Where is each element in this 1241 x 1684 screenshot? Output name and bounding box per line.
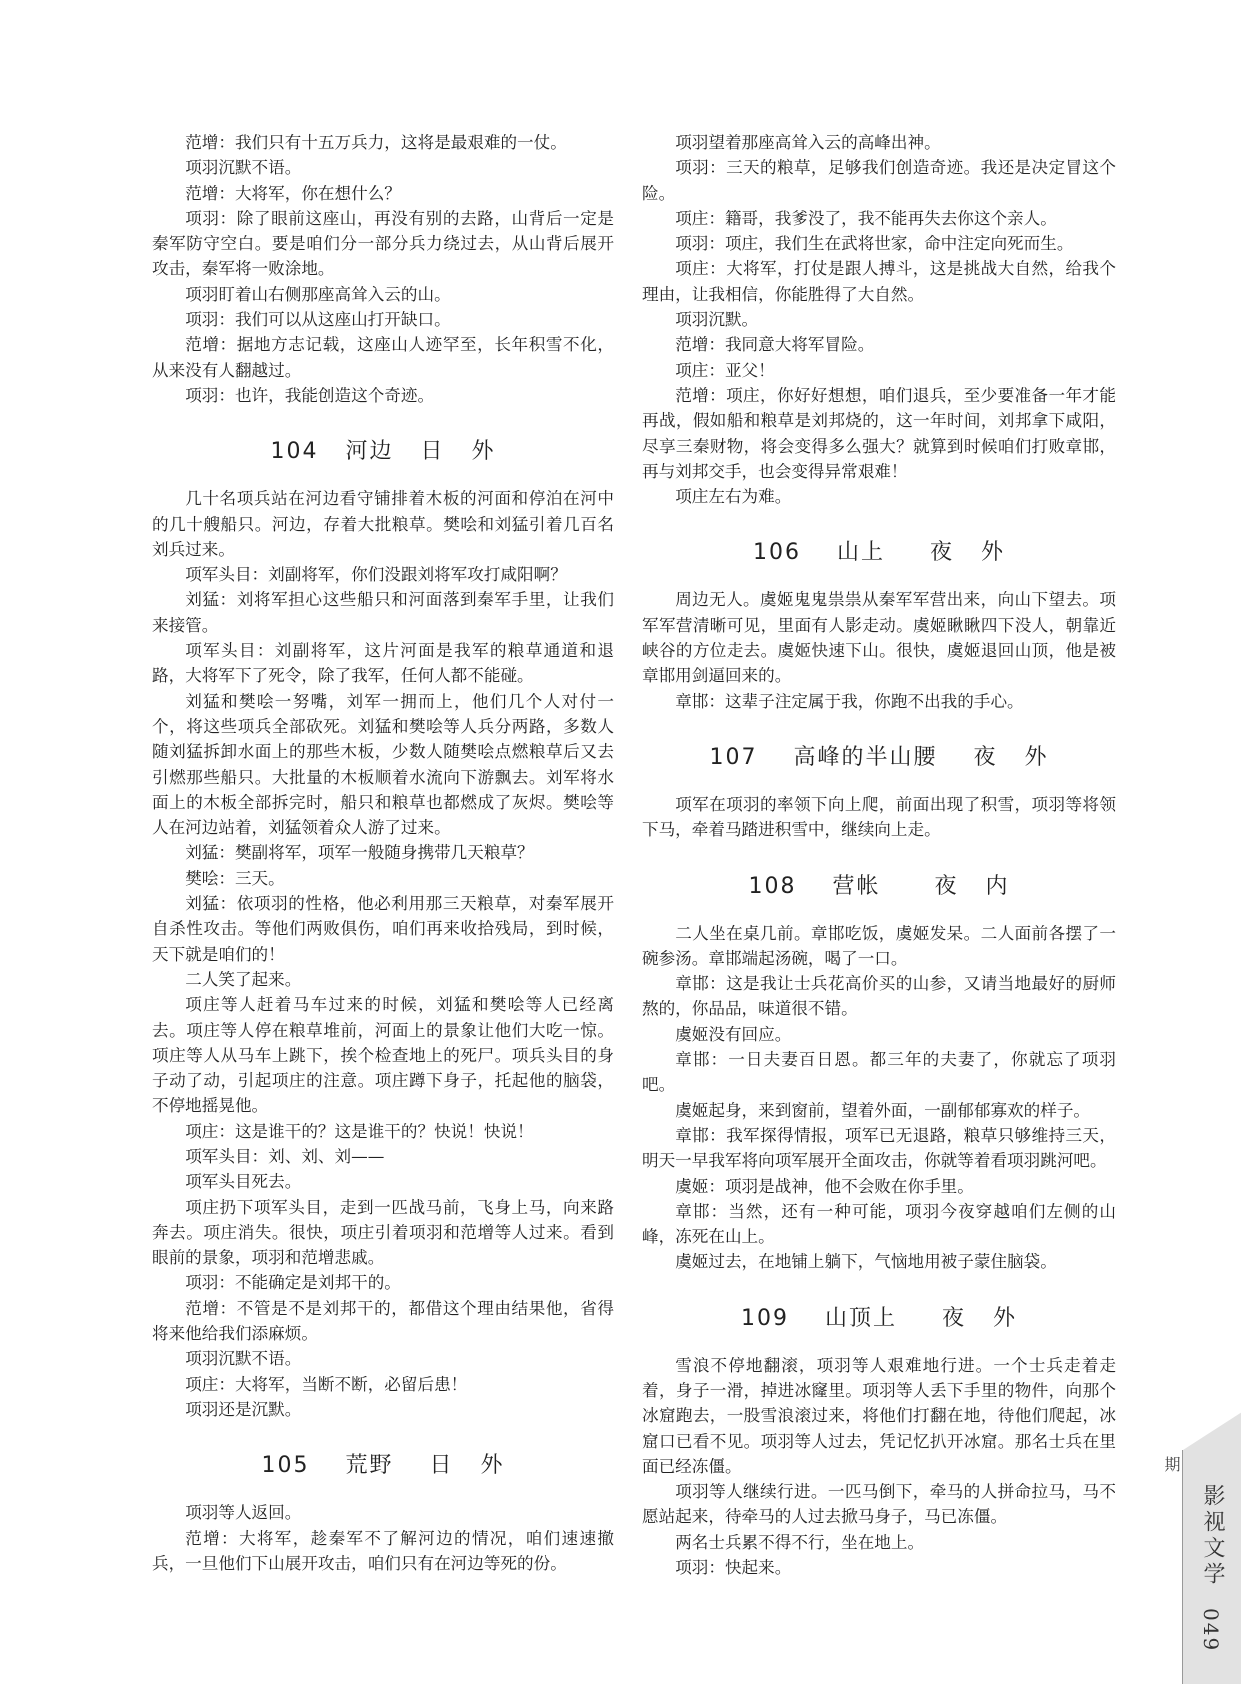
- paragraph: 雪浪不停地翻滚，项羽等人艰难地行进。一个士兵走着走着，身子一滑，掉进冰窿里。项羽等人丢下手里的物件，向那个冰窟跑去，一股雪浪滚过来，将他们打翻在地，待他们爬起，冰窟口已看不见。项羽等人过去，凭记忆扒开冰窟。那名士兵在里面已经冻僵。: [642, 1355, 1116, 1476]
- paragraph: 虞姬过去，在地铺上躺下，气恼地用被子蒙住脑袋。: [675, 1252, 1057, 1272]
- paragraph: 项羽盯着山右侧那座高耸入云的山。: [185, 284, 451, 304]
- paragraph: 章邯：这辈子注定属于我，你跑不出我的手心。: [675, 691, 1024, 711]
- paragraph: 项羽：也许，我能创造这个奇迹。: [185, 385, 435, 405]
- paragraph: 项军在项羽的率领下向上爬，前面出现了积雪，项羽等将领下马，牵着马踏进积雪中，继续向上走。: [642, 794, 1116, 840]
- paragraph: 项庄：大将军，打仗是跟人搏斗，这是挑战大自然，给我个理由，让我相信，你能胜得了大自然。: [642, 259, 1116, 304]
- paragraph: 项羽沉默。: [675, 310, 759, 330]
- paragraph: 范增：大将军，趁秦军不了解河边的情况，咱们速速撤兵，一旦他们下山展开攻击，咱们只有在河边等死的份。: [152, 1528, 614, 1573]
- scene-heading: 109 山顶上 夜 外: [741, 1305, 1017, 1331]
- paragraph: 刘猛：依项羽的性格，他必利用那三天粮草，对秦军展开自杀性攻击。等他们两败俱伤，咱们再来收拾残局，到时候，天下就是咱们的！: [152, 894, 614, 964]
- section-tab: [1182, 1450, 1241, 1684]
- paragraph: 樊哙：三天。: [185, 868, 285, 888]
- paragraph: 刘猛：刘将军担心这些船只和河面落到秦军手里，让我们来接管。: [152, 590, 614, 635]
- paragraph: 范增：大将军，你在想什么？: [185, 183, 401, 203]
- paragraph: 范增：项庄，你好好想想，咱们退兵，至少要准备一年才能再战，假如船和粮草是刘邦烧的，这一年时间，刘邦拿下咸阳，尽享三秦财物，将会变得多么强大？就算到时候咱们打败章邯，再与刘邦交手，也会变得异常艰难！: [642, 385, 1116, 481]
- paragraph: 项羽等人返回。: [185, 1503, 302, 1523]
- paragraph: 项军头目：刘副将军，你们没跟刘将军攻打咸阳啊？: [185, 565, 567, 585]
- paragraph: 项庄：大将军，当断不断，必留后患！: [185, 1374, 468, 1394]
- paragraph: 项羽沉默不语。: [185, 1349, 302, 1369]
- paragraph: 项庄：亚父！: [675, 360, 775, 380]
- paragraph: 项庄等人赶着马车过来的时候，刘猛和樊哙等人已经离去。项庄等人停在粮草堆前，河面上的景象让他们大吃一惊。项庄等人从马车上跳下，挨个检查地上的死尸。项兵头目的身子动了动，引起项庄的注意。项庄蹲下身子，托起他的脑袋，不停地摇晃他。: [152, 995, 614, 1116]
- paragraph: 范增：我们只有十五万兵力，这将是最艰难的一仗。: [185, 133, 567, 152]
- paragraph: 项羽还是沉默。: [185, 1399, 302, 1419]
- paragraph: 项羽：除了眼前这座山，再没有别的去路，山背后一定是秦军防守空白。要是咱们分一部分兵力绕过去，从山背后展开攻击，秦军将一败涂地。: [152, 208, 614, 279]
- scene-heading: 106 山上 夜 外: [753, 540, 1005, 566]
- paragraph: 项军头目死去。: [185, 1172, 302, 1192]
- right-column: [642, 130, 1116, 1580]
- paragraph: 章邯：我军探得情报，项军已无退路，粮草只够维持三天，明天一早我军将向项军展开全面攻击，你就等着看项羽跳河吧。: [642, 1125, 1116, 1171]
- paragraph: 二人坐在桌几前。章邯吃饭，虞姬发呆。二人面前各摆了一碗参汤。章邯端起汤碗，喝了一口。: [642, 923, 1116, 968]
- page-number: 049: [1199, 1608, 1223, 1653]
- magazine-section-title: 影视文学: [1200, 1484, 1225, 1588]
- paragraph: 项军头目：刘、刘、刘——: [185, 1146, 385, 1166]
- tab-fold-corner: [1183, 1412, 1241, 1450]
- paragraph: 项庄：籍哥，我爹没了，我不能再失去你这个亲人。: [675, 208, 1057, 228]
- paragraph: 虞姬：项羽是战神，他不会败在你手里。: [675, 1176, 974, 1196]
- paragraph: 项羽：不能确定是刘邦干的。: [185, 1273, 401, 1293]
- paragraph: 章邯：当然，还有一种可能，项羽今夜穿越咱们左侧的山峰，冻死在山上。: [642, 1201, 1116, 1247]
- paragraph: 项羽：我们可以从这座山打开缺口。: [185, 310, 451, 330]
- paragraph: 范增：我同意大将军冒险。: [675, 335, 875, 355]
- scene-heading: 108 营帐 夜 内: [748, 873, 1010, 899]
- paragraph: 项庄左右为难。: [675, 487, 792, 507]
- paragraph: 项羽沉默不语。: [185, 158, 302, 178]
- scene-heading: 105 荒野 日 外: [261, 1453, 505, 1479]
- paragraph: 几十名项兵站在河边看守铺排着木板的河面和停泊在河中的几十艘船只。河边，存着大批粮草。樊哙和刘猛引着几百名刘兵过来。: [152, 489, 614, 559]
- paragraph: 项庄扔下项军头目，走到一匹战马前，飞身上马，向来路奔去。项庄消失。很快，项庄引着项羽和范增等人过来。看到眼前的景象，项羽和范增悲戚。: [152, 1197, 614, 1268]
- issue-info: 期: [1162, 1456, 1181, 1473]
- paragraph: 范增：据地方志记载，这座山人迹罕至，长年积雪不化，从来没有人翻越过。: [152, 335, 614, 380]
- paragraph: 范增：不管是不是刘邦干的，都借这个理由结果他，省得将来他给我们添麻烦。: [152, 1298, 614, 1344]
- paragraph: 虞姬起身，来到窗前，望着外面，一副郁郁寡欢的样子。: [675, 1100, 1091, 1120]
- paragraph: 项羽：三天的粮草，足够我们创造奇迹。我还是决定冒这个险。: [642, 158, 1116, 203]
- left-column: [152, 130, 614, 1576]
- scene-heading: 107 高峰的半山腰 夜 外: [709, 744, 1049, 770]
- paragraph: 周边无人。虞姬鬼鬼祟祟从秦军军营出来，向山下望去。项军军营清晰可见，里面有人影走动。虞姬瞅瞅四下没人，朝靠近峡谷的方位走去。虞姬快速下山。很快，虞姬退回山顶，他是被章邯用剑逼回来的。: [642, 590, 1116, 686]
- paragraph: 项羽等人继续行进。一匹马倒下，牵马的人拼命拉马，马不愿站起来，待牵马的人过去掀马身子，马已冻僵。: [642, 1482, 1116, 1527]
- paragraph: 项军头目：刘副将军，这片河面是我军的粮草通道和退路，大将军下了死令，除了我军，任何人都不能碰。: [152, 641, 614, 686]
- scene-heading: 104 河边 日 外: [270, 439, 496, 465]
- paragraph: 两名士兵累不得不行，坐在地上。: [675, 1532, 925, 1552]
- paragraph: 虞姬没有回应。: [675, 1024, 792, 1044]
- paragraph: 刘猛和樊哙一努嘴，刘军一拥而上，他们几个人对付一个，将这些项兵全部砍死。刘猛和樊哙等人兵分两路，多数人随刘猛拆卸水面上的那些木板，少数人随樊哙点燃粮草后又去引燃那些船只。大批量的木板顺着水流向下游飘去。刘军将水面上的木板全部拆完时，船只和粮草也都燃成了灰烬。樊哙等人在河边站着，刘猛领着众人游了过来。: [152, 691, 614, 838]
- paragraph: 二人笑了起来。: [185, 969, 302, 989]
- paragraph: 刘猛：樊副将军，项军一般随身携带几天粮草？: [185, 843, 534, 863]
- paragraph: 项羽望着那座高耸入云的高峰出神。: [675, 133, 941, 152]
- paragraph: 项庄：这是谁干的？这是谁干的？快说！快说！: [185, 1121, 534, 1141]
- paragraph: 项羽：快起来。: [675, 1558, 792, 1578]
- paragraph: 章邯：这是我让士兵花高价买的山参，又请当地最好的厨师熬的，你品品，味道很不错。: [642, 974, 1116, 1019]
- paragraph: 章邯：一日夫妻百日恩。都三年的夫妻了，你就忘了项羽吧。: [642, 1050, 1116, 1095]
- paragraph: 项羽：项庄，我们生在武将世家，命中注定向死而生。: [675, 234, 1074, 254]
